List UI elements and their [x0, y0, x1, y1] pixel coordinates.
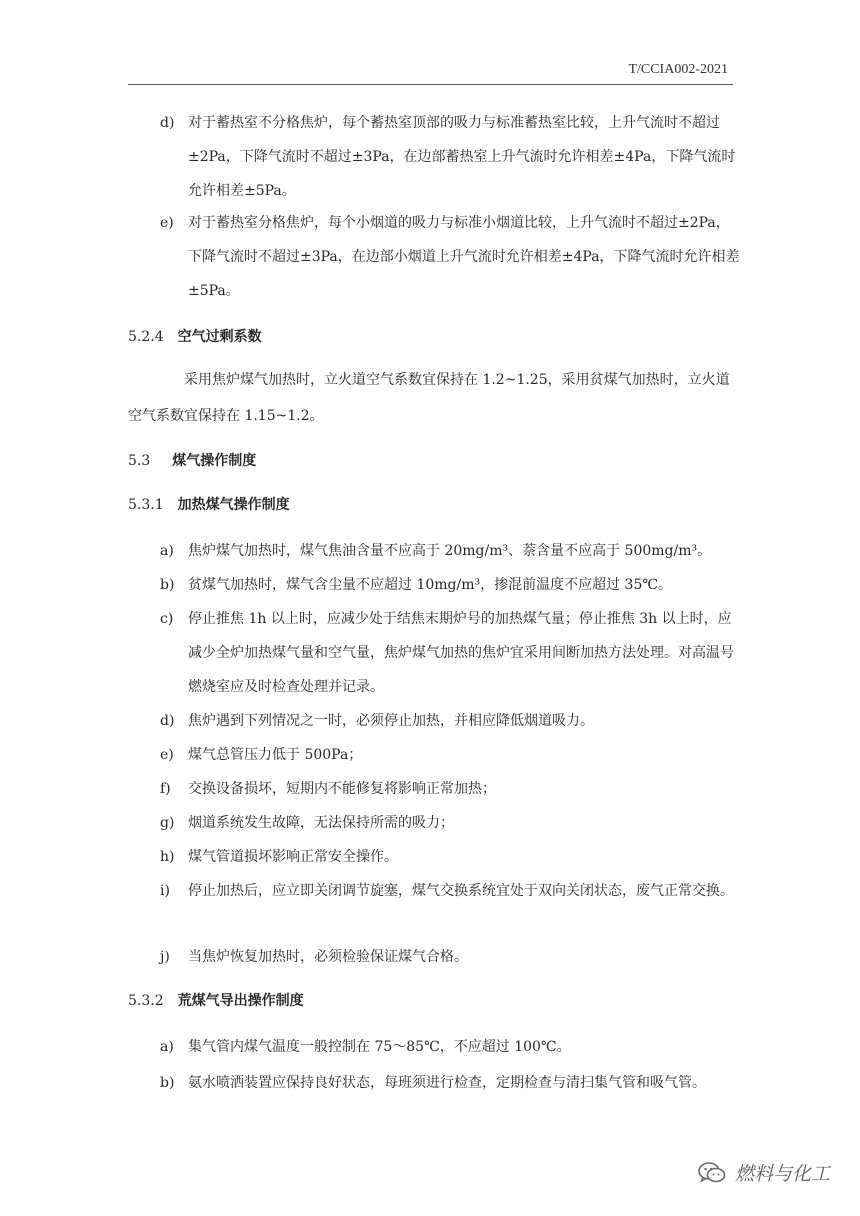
item-label: c) [160, 611, 174, 627]
item-label: i) [160, 883, 170, 899]
watermark [697, 1159, 830, 1186]
item-text: 贫煤气加热时，煤气含尘量不应超过 10mg/m³，掺混前温度不应超过 35℃。 [188, 577, 673, 593]
section-heading-5-2-4 [128, 320, 262, 354]
item-text: 烟道系统发生故障，无法保持所需的吸力； [188, 815, 454, 831]
section-number: 5.3 [128, 453, 151, 469]
section-title: 加热煤气操作制度 [177, 497, 290, 513]
item-label: a) [160, 1039, 174, 1055]
item-text: 煤气管道损坏影响正常安全操作。 [188, 849, 398, 865]
section-heading-5-3 [128, 444, 256, 478]
list-item [160, 568, 740, 602]
item-text: 交换设备损坏，短期内不能修复将影响正常加热； [188, 781, 496, 797]
item-text: 氨水喷洒装置应保持良好状态，每班须进行检查，定期检查与清扫集气管和吸气管。 [188, 1075, 706, 1091]
header-rule [128, 84, 733, 85]
section-title: 煤气操作制度 [172, 453, 257, 469]
section-paragraph: 采用焦炉煤气加热时，立火道空气系数宜保持在 1.2~1.25，采用贫煤气加热时，立火道空气系数宜保持在 1.15~1.2。 [128, 372, 730, 424]
item-label: b) [160, 1075, 175, 1091]
item-text: 焦炉煤气加热时，煤气焦油含量不应高于 20mg/m³、萘含量不应高于 500mg/m³。 [188, 543, 712, 559]
item-label: d) [160, 115, 175, 131]
section-heading-5-3-2 [128, 984, 304, 1018]
list-item [160, 940, 740, 974]
list-item [160, 738, 740, 772]
item-label: h) [160, 849, 175, 865]
item-label: d) [160, 713, 175, 729]
item-text: 当焦炉恢复加热时，必须检验保证煤气合格。 [188, 949, 468, 965]
item-label: f) [160, 781, 171, 797]
item-label: e) [160, 215, 174, 231]
list-item [160, 840, 740, 874]
item-label: j) [160, 949, 170, 965]
section-title: 荒煤气导出操作制度 [177, 993, 304, 1009]
header-doc-code: T/CCIA002-2021 [628, 62, 728, 77]
item-text: 对于蓄热室不分格焦炉，每个蓄热室顶部的吸力与标准蓄热室比较，上升气流时不超过±2Pa，下降气流时不超过±3Pa，在边部蓄热室上升气流时允许相差±4Pa，下降气流时允许相差±5Pa。 [188, 115, 736, 199]
watermark-text: 燃料与化工 [734, 1163, 830, 1185]
item-text: 停止推焦 1h 以上时，应减少处于结焦末期炉号的加热煤气量；停止推焦 3h 以上时，应减少全炉加热煤气量和空气量，焦炉煤气加热的焦炉宜采用间断加热方法处理。对高温号燃烧室应及时检查处理并记录。 [188, 611, 734, 695]
item-text: 对于蓄热室分格焦炉，每个小烟道的吸力与标准小烟道比较，上升气流时不超过±2Pa，下降气流时不超过±3Pa，在边部小烟道上升气流时允许相差±4Pa，下降气流时允许相差±5Pa。 [188, 215, 740, 299]
list-item [160, 602, 740, 704]
list-item [160, 806, 740, 840]
item-text: 焦炉遇到下列情况之一时，必须停止加热，并相应降低烟道吸力。 [188, 713, 594, 729]
section-number: 5.3.1 [128, 497, 164, 513]
list-item [160, 1066, 740, 1100]
item-text: 煤气总管压力低于 500Pa； [188, 747, 363, 763]
list-item [160, 1030, 740, 1064]
item-label: a) [160, 543, 174, 559]
list-item [160, 704, 740, 738]
item-label: g) [160, 815, 175, 831]
list-item [160, 772, 740, 806]
wechat-icon [697, 1160, 727, 1186]
list-item [160, 534, 740, 568]
item-text: 停止加热后，应立即关闭调节旋塞，煤气交换系统宜处于双向关闭状态，废气正常交换。 [188, 883, 734, 899]
section-number: 5.2.4 [128, 329, 164, 345]
section-title: 空气过剩系数 [177, 329, 262, 345]
section-heading-5-3-1 [128, 488, 290, 522]
item-label: b) [160, 577, 175, 593]
list-item [160, 206, 740, 308]
list-item [160, 874, 740, 908]
list-item [160, 106, 740, 208]
item-text: 集气管内煤气温度一般控制在 75～85℃，不应超过 100℃。 [188, 1039, 571, 1055]
item-label: e) [160, 747, 174, 763]
section-number: 5.3.2 [128, 993, 164, 1009]
